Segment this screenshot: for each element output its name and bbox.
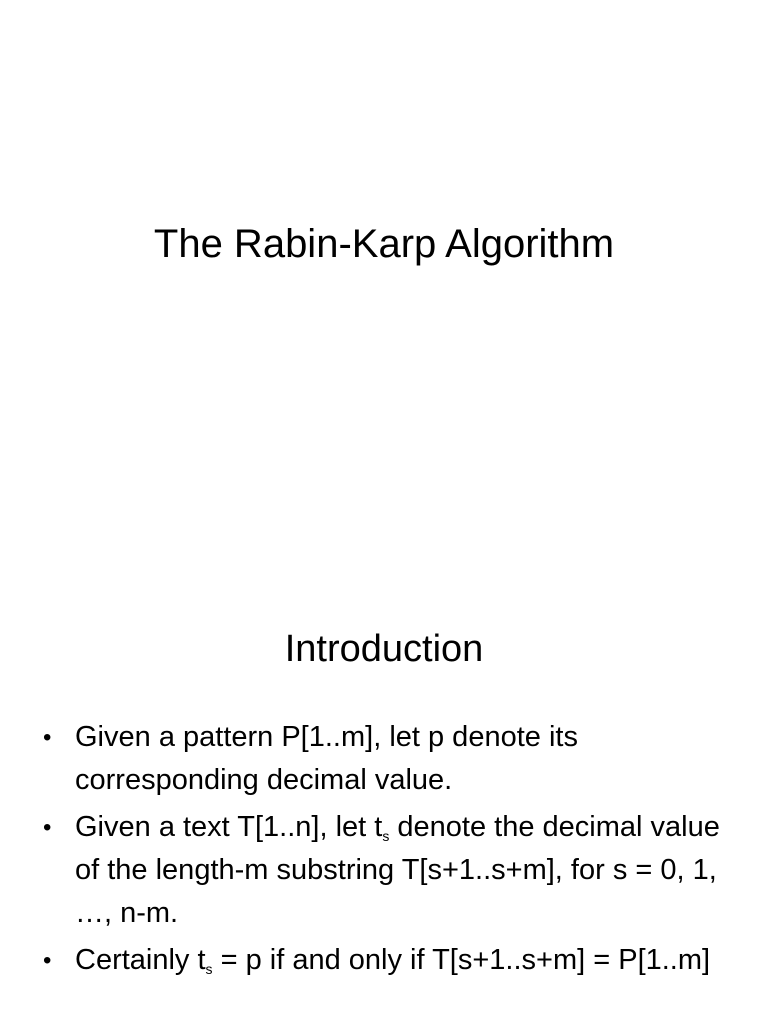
subscript-s: s (205, 961, 213, 977)
section-title: Introduction (284, 628, 484, 670)
slide-title: The Rabin-Karp Algorithm (153, 222, 615, 266)
subscript-s: s (382, 828, 390, 844)
bullet-text-start: Certainly t (75, 944, 206, 976)
bullet-text-end: = p if and only if T[s+1..s+m] = P[1..m] (212, 944, 711, 976)
bullet-item (40, 939, 740, 982)
introduction-slide (0, 576, 768, 1024)
bullet-text-start: Given a text T[1..n], let t (75, 811, 383, 843)
bullet-text: Given a pattern P[1..m], let p denote its corresponding decimal value. (75, 721, 578, 796)
bullet-icon: • (43, 947, 52, 974)
bullet-list (40, 716, 740, 986)
bullet-icon: • (43, 814, 52, 841)
bullet-icon: • (43, 724, 52, 751)
bullet-item (40, 806, 740, 935)
bullet-item (40, 716, 740, 802)
bullet-text-end: denote the decimal value of the length-m substring T[s+1..s+m], for s = 0, 1, …, n-m. (75, 811, 720, 929)
